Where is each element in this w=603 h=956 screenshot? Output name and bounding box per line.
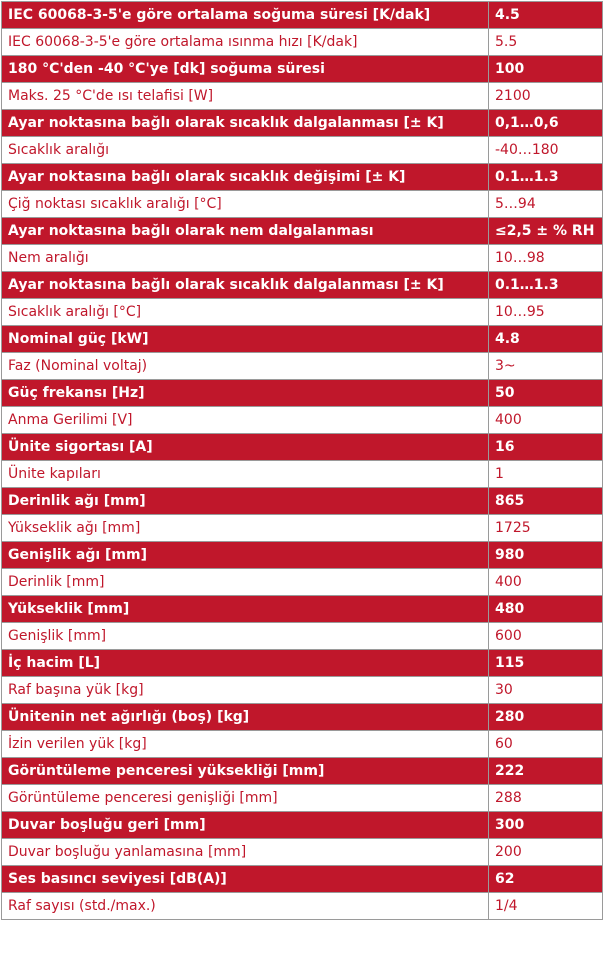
table-row (2, 650, 603, 677)
table-row (2, 380, 603, 407)
table-row (2, 218, 603, 245)
spec-value: 60 (489, 731, 603, 758)
table-row (2, 83, 603, 110)
table-row (2, 731, 603, 758)
table-row (2, 542, 603, 569)
table-row (2, 866, 603, 893)
spec-label: Raf başına yük [kg] (2, 677, 489, 704)
table-row (2, 272, 603, 299)
spec-value: 10…98 (489, 245, 603, 272)
table-row (2, 461, 603, 488)
spec-value: 600 (489, 623, 603, 650)
spec-label: İzin verilen yük [kg] (2, 731, 489, 758)
table-row (2, 407, 603, 434)
table-row (2, 245, 603, 272)
spec-label: Görüntüleme penceresi genişliği [mm] (2, 785, 489, 812)
spec-value: 1 (489, 461, 603, 488)
spec-label: Duvar boşluğu yanlamasına [mm] (2, 839, 489, 866)
spec-value: ≤2,5 ± % RH (489, 218, 603, 245)
spec-label: Sıcaklık aralığı [°C] (2, 299, 489, 326)
spec-value: 4.5 (489, 2, 603, 29)
spec-label: Raf sayısı (std./max.) (2, 893, 489, 920)
spec-value: 16 (489, 434, 603, 461)
spec-label: Yükseklik ağı [mm] (2, 515, 489, 542)
spec-label: Ayar noktasına bağlı olarak sıcaklık dalgalanması [± K] (2, 110, 489, 137)
spec-label: Sıcaklık aralığı (2, 137, 489, 164)
spec-label: Anma Gerilimi [V] (2, 407, 489, 434)
table-row (2, 812, 603, 839)
spec-value: 400 (489, 569, 603, 596)
spec-label: Ayar noktasına bağlı olarak sıcaklık değişimi [± K] (2, 164, 489, 191)
spec-value: -40…180 (489, 137, 603, 164)
spec-label: IEC 60068-3-5'e göre ortalama ısınma hızı [K/dak] (2, 29, 489, 56)
spec-value: 980 (489, 542, 603, 569)
spec-label: Faz (Nominal voltaj) (2, 353, 489, 380)
table-row (2, 758, 603, 785)
spec-value: 50 (489, 380, 603, 407)
spec-label: Nem aralığı (2, 245, 489, 272)
spec-value: 288 (489, 785, 603, 812)
spec-value: 300 (489, 812, 603, 839)
table-row (2, 2, 603, 29)
table-row (2, 353, 603, 380)
spec-value: 0.1…1.3 (489, 164, 603, 191)
table-row (2, 137, 603, 164)
spec-label: Genişlik [mm] (2, 623, 489, 650)
spec-value: 1/4 (489, 893, 603, 920)
table-row (2, 434, 603, 461)
table-row (2, 596, 603, 623)
spec-value: 10…95 (489, 299, 603, 326)
spec-value: 1725 (489, 515, 603, 542)
spec-label: Derinlik [mm] (2, 569, 489, 596)
table-row (2, 191, 603, 218)
table-row (2, 29, 603, 56)
spec-label: Güç frekansı [Hz] (2, 380, 489, 407)
spec-label: IEC 60068-3-5'e göre ortalama soğuma süresi [K/dak] (2, 2, 489, 29)
table-row (2, 326, 603, 353)
spec-value: 3~ (489, 353, 603, 380)
spec-label: Derinlik ağı [mm] (2, 488, 489, 515)
spec-label: İç hacim [L] (2, 650, 489, 677)
spec-label: Duvar boşluğu geri [mm] (2, 812, 489, 839)
spec-value: 62 (489, 866, 603, 893)
table-row (2, 893, 603, 920)
spec-label: Ayar noktasına bağlı olarak nem dalgalanması (2, 218, 489, 245)
spec-value: 5…94 (489, 191, 603, 218)
spec-value: 480 (489, 596, 603, 623)
table-row (2, 677, 603, 704)
spec-label: Yükseklik [mm] (2, 596, 489, 623)
spec-table-body (2, 2, 603, 920)
spec-value: 400 (489, 407, 603, 434)
spec-label: Nominal güç [kW] (2, 326, 489, 353)
spec-value: 5.5 (489, 29, 603, 56)
spec-value: 4.8 (489, 326, 603, 353)
table-row (2, 704, 603, 731)
table-row (2, 299, 603, 326)
spec-value: 200 (489, 839, 603, 866)
spec-value: 0.1…1.3 (489, 272, 603, 299)
spec-value: 100 (489, 56, 603, 83)
table-row (2, 110, 603, 137)
spec-value: 280 (489, 704, 603, 731)
spec-label: Çiğ noktası sıcaklık aralığı [°C] (2, 191, 489, 218)
spec-label: Maks. 25 °C'de ısı telafisi [W] (2, 83, 489, 110)
table-row (2, 839, 603, 866)
table-row (2, 164, 603, 191)
spec-value: 115 (489, 650, 603, 677)
spec-label: Ünite sigortası [A] (2, 434, 489, 461)
spec-label: Genişlik ağı [mm] (2, 542, 489, 569)
spec-value: 2100 (489, 83, 603, 110)
spec-value: 0,1…0,6 (489, 110, 603, 137)
spec-label: Ayar noktasına bağlı olarak sıcaklık dalgalanması [± K] (2, 272, 489, 299)
table-row (2, 623, 603, 650)
table-row (2, 488, 603, 515)
table-row (2, 569, 603, 596)
table-row (2, 515, 603, 542)
spec-table (1, 1, 603, 920)
spec-label: Ses basıncı seviyesi [dB(A)] (2, 866, 489, 893)
spec-label: Ünite kapıları (2, 461, 489, 488)
spec-value: 30 (489, 677, 603, 704)
table-row (2, 56, 603, 83)
table-row (2, 785, 603, 812)
spec-value: 222 (489, 758, 603, 785)
spec-label: Ünitenin net ağırlığı (boş) [kg] (2, 704, 489, 731)
spec-label: Görüntüleme penceresi yüksekliği [mm] (2, 758, 489, 785)
spec-label: 180 °C'den -40 °C'ye [dk] soğuma süresi (2, 56, 489, 83)
spec-value: 865 (489, 488, 603, 515)
